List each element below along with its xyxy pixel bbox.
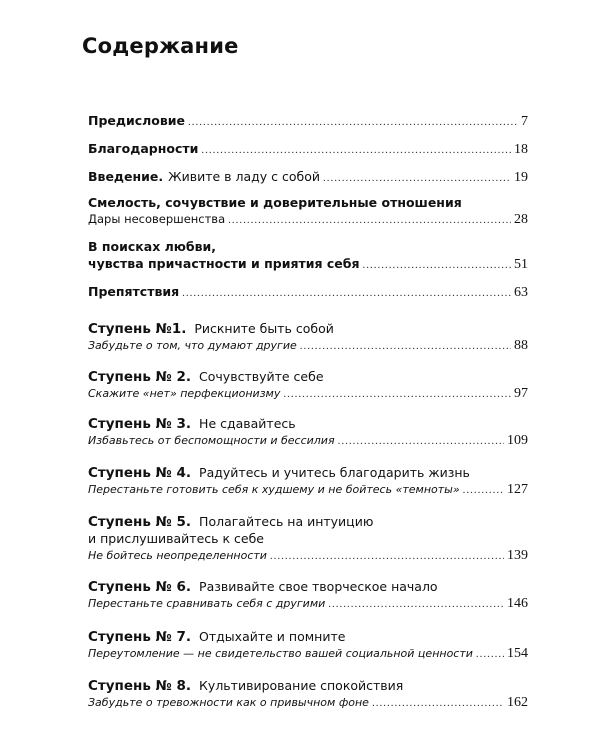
toc-step-3[interactable]	[88, 415, 528, 449]
toc-entry-label: Смелость, сочувствие и доверительные отношения	[88, 195, 462, 210]
dot-leader	[201, 142, 511, 159]
step-subtitle: Избавьтесь от беспомощности и бессилия	[88, 434, 335, 447]
toc-entry-preface[interactable]	[88, 112, 528, 129]
dot-leader	[372, 695, 504, 712]
toc-step-8[interactable]	[88, 677, 528, 711]
toc-entry-label-line1: В поисках любви,	[88, 239, 217, 254]
toc-step-1[interactable]	[88, 320, 528, 354]
dot-leader	[363, 257, 512, 274]
page-number: 51	[514, 257, 528, 272]
dot-leader	[188, 114, 518, 131]
dot-leader	[476, 646, 504, 663]
dot-leader	[338, 433, 504, 450]
dot-leader	[300, 338, 511, 355]
step-title: Отдыхайте и помните	[199, 629, 346, 644]
step-title-line2: и прислушивайтесь к себе	[88, 531, 264, 546]
page-number: 139	[507, 548, 528, 563]
toc-entry-courage[interactable]	[88, 194, 528, 228]
step-subtitle: Переутомление — не свидетельство вашей социальной ценности	[88, 647, 473, 660]
page-number: 19	[514, 170, 528, 185]
page-number: 109	[507, 433, 528, 448]
page-number: 146	[507, 596, 528, 611]
page-title: Содержание	[82, 34, 239, 58]
step-title: Радуйтесь и учитесь благодарить жизнь	[199, 465, 470, 480]
toc-entry-introduction[interactable]	[88, 168, 528, 185]
step-label: Ступень № 3.	[88, 416, 192, 432]
step-subtitle: Не бойтесь неопределенности	[88, 549, 267, 562]
toc-entry-label: Введение.	[88, 169, 164, 184]
step-title: Развивайте свое творческое начало	[199, 579, 438, 594]
toc-entry-obstacles[interactable]	[88, 283, 528, 300]
toc-entry-acknowledgements[interactable]	[88, 140, 528, 157]
toc-step-7[interactable]	[88, 628, 528, 662]
toc-entry-subtitle: Живите в ладу с собой	[168, 169, 320, 184]
step-label: Ступень № 4.	[88, 465, 192, 481]
dot-leader	[328, 596, 504, 613]
page-number: 18	[514, 142, 528, 157]
toc-entry-label: Благодарности	[88, 141, 199, 156]
page-number: 154	[507, 646, 528, 661]
step-title: Сочувствуйте себе	[199, 369, 324, 384]
step-label: Ступень № 6.	[88, 579, 192, 595]
step-subtitle: Перестаньте готовить себя к худшему и не бойтесь «темноты»	[88, 483, 460, 496]
toc-entry-love[interactable]	[88, 238, 528, 272]
step-title: Культивирование спокойствия	[199, 678, 404, 693]
step-subtitle: Забудьте о тревожности как о привычном фоне	[88, 696, 369, 709]
step-subtitle: Скажите «нет» перфекционизму	[88, 387, 281, 400]
dot-leader	[270, 548, 504, 565]
toc-step-4[interactable]	[88, 464, 528, 498]
page-number: 63	[514, 285, 528, 300]
dot-leader	[182, 285, 511, 302]
dot-leader	[323, 170, 511, 187]
page-number: 28	[514, 212, 528, 227]
toc-step-2[interactable]	[88, 368, 528, 402]
dot-leader	[283, 386, 511, 403]
dot-leader	[463, 482, 504, 499]
step-title: Не сдавайтесь	[199, 416, 296, 431]
toc-step-5[interactable]	[88, 513, 528, 564]
step-label: Ступень № 2.	[88, 369, 192, 385]
page-number: 7	[521, 114, 528, 129]
toc-entry-label: Препятствия	[88, 284, 180, 299]
step-title: Рискните быть собой	[194, 321, 334, 336]
step-label: Ступень №1.	[88, 321, 187, 337]
toc-entry-label-line2: чувства причастности и приятия себя	[88, 256, 360, 271]
dot-leader	[228, 212, 511, 229]
page-number: 88	[514, 338, 528, 353]
step-subtitle: Перестаньте сравнивать себя с другими	[88, 597, 326, 610]
toc-entry-label: Предисловие	[88, 113, 186, 128]
page-number: 97	[514, 386, 528, 401]
step-label: Ступень № 5.	[88, 514, 192, 530]
toc-entry-subtitle: Дары несовершенства	[88, 212, 226, 226]
step-subtitle: Забудьте о том, что думают другие	[88, 339, 297, 352]
step-label: Ступень № 7.	[88, 629, 192, 645]
step-title: Полагайтесь на интуицию	[199, 514, 374, 529]
step-label: Ступень № 8.	[88, 678, 192, 694]
page-number: 162	[507, 695, 528, 710]
page-number: 127	[507, 482, 528, 497]
toc-step-6[interactable]	[88, 578, 528, 612]
